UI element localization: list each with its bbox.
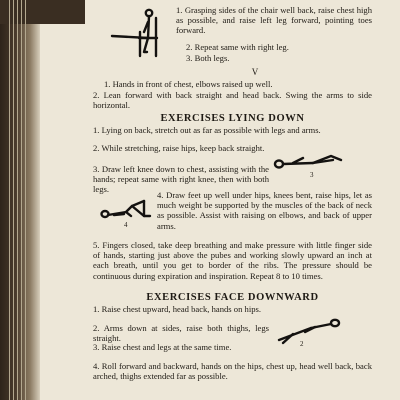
section-v-exercise-2: 2. Lean forward with back straight and head back. Swing the arms to side horizontal.: [93, 90, 372, 111]
lying-down-exercise-5: 5. Fingers closed, take deep breathing and make pressure with little finger side of hands, starting just above the pubes and working slowly upward an inch at each breath, until you get to border of the ribs. The pressure should be continuous during expiration and inspiration. Repeat 8 to 10 times.: [93, 240, 372, 281]
lying-down-exercise-1: 1. Lying on back, stretch out as far as possible with legs and arms.: [93, 125, 321, 135]
figure-label: 4: [124, 221, 128, 229]
section-v-exercise-1: 1. Hands in front of chest, elbows raised up well.: [104, 79, 273, 89]
lying-down-exercise-4: 4. Draw feet up well under hips, knees bent, raise hips, let as much weight be supported by the muscles of the back of neck as possible. Assist with raising on elbows, and back of upper arms.: [157, 190, 372, 231]
figure-label: 3: [310, 171, 314, 179]
face-down-exercise-2: 2. Arms down at sides, raise both thighs, legs straight.: [93, 323, 269, 344]
chair-leg-raise-figure: [104, 6, 160, 60]
hip-raise-figure: [98, 198, 154, 220]
page-edge-line: [25, 0, 26, 400]
page-edge-line: [13, 0, 14, 400]
section-numeral: V: [251, 67, 259, 77]
page-edge-line: [21, 0, 22, 400]
face-down-exercise-4: 4. Roll forward and backward, hands on the hips, chest up, head well back, back arched, thighs extended far as possible.: [93, 361, 372, 382]
chair-exercise-1: 1. Grasping sides of the chair well back, raise chest high as possible, and raise left leg forward, pointing toes forward.: [176, 5, 372, 36]
section-heading-lying-down: EXERCISES LYING DOWN: [160, 113, 305, 124]
face-down-exercise-1: 1. Raise chest upward, head back, hands on hips.: [93, 304, 262, 314]
chair-exercise-2: 2. Repeat same with right leg.: [186, 42, 289, 52]
book-spine: [0, 0, 40, 400]
page-edge-line: [9, 0, 10, 400]
lying-down-exercise-2: 2. While stretching, raise hips, keep back straight.: [93, 143, 265, 153]
lying-down-exercise-3: 3. Draw left knee down to chest, assisting with the hands; repeat same with right knee, then with both legs.: [93, 164, 269, 195]
face-down-exercise-3: 3. Raise chest and legs at the same time.: [93, 342, 232, 352]
figure-label: 2: [300, 340, 304, 348]
section-heading-face-downward: EXERCISES FACE DOWNWARD: [146, 292, 319, 303]
face-down-chest-raise-figure: [275, 318, 345, 344]
chair-exercise-3: 3. Both legs.: [186, 53, 230, 63]
page-edge-line: [17, 0, 18, 400]
